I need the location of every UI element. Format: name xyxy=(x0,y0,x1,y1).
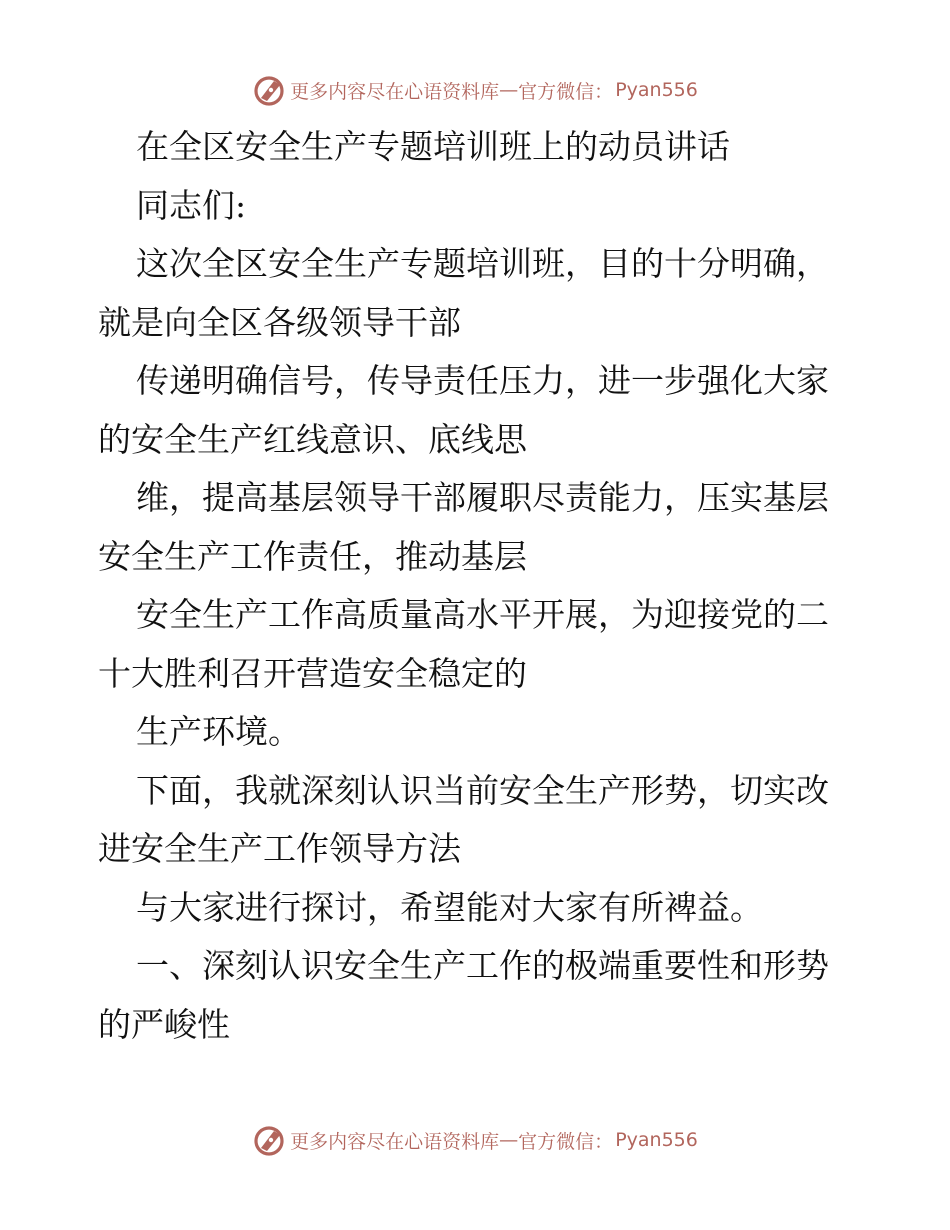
salutation: 同志们: xyxy=(136,185,247,225)
text-line: 生产环境。 xyxy=(136,712,301,751)
banner-wechat-label: 官方微信： xyxy=(518,1130,614,1153)
section-heading: 一、深刻认识安全生产工作的极端重要性和形势 xyxy=(136,946,829,985)
text-line: 下面，我就深刻认识当前安全生产形势，切实改 xyxy=(136,770,829,810)
text-line: 维，提高基层领导干部履职尽责能力，压实基层 xyxy=(136,478,829,517)
footer-banner xyxy=(0,1120,950,1160)
text-line: 与大家进行探讨，希望能对大家有所裨益。 xyxy=(136,887,763,927)
banner-site-text: 更多内容尽在心语资料库 xyxy=(290,1130,500,1153)
header-banner xyxy=(0,70,950,110)
section-heading-continued: 的严峻性 xyxy=(98,1004,230,1044)
document-body xyxy=(98,118,858,1054)
text-line: 传递明确信号，传导责任压力，进一步强化大家 xyxy=(136,361,829,400)
banner-wechat-label: 官方微信： xyxy=(518,80,614,103)
pen-nib-circle-icon xyxy=(252,1123,286,1157)
text-line: 就是向全区各级领导干部 xyxy=(98,302,461,342)
banner-separator: — xyxy=(499,79,519,101)
text-line: 的安全生产红线意识、底线思 xyxy=(98,419,527,459)
banner-wechat-id: Pyan556 xyxy=(615,1129,698,1151)
banner-site-text: 更多内容尽在心语资料库 xyxy=(290,80,500,103)
text-line: 进安全生产工作领导方法 xyxy=(98,829,461,868)
document-title: 在全区安全生产专题培训班上的动员讲话 xyxy=(136,127,730,166)
text-line: 十大胜利召开营造安全稳定的 xyxy=(98,653,527,693)
text-line: 这次全区安全生产专题培训班，目的十分明确， xyxy=(136,244,829,283)
banner-separator: — xyxy=(499,1129,519,1151)
text-line: 安全生产工作责任，推动基层 xyxy=(98,536,527,576)
text-line: 安全生产工作高质量高水平开展，为迎接党的二 xyxy=(136,595,829,634)
banner-wechat-id: Pyan556 xyxy=(615,79,698,101)
pen-nib-circle-icon xyxy=(252,73,286,107)
